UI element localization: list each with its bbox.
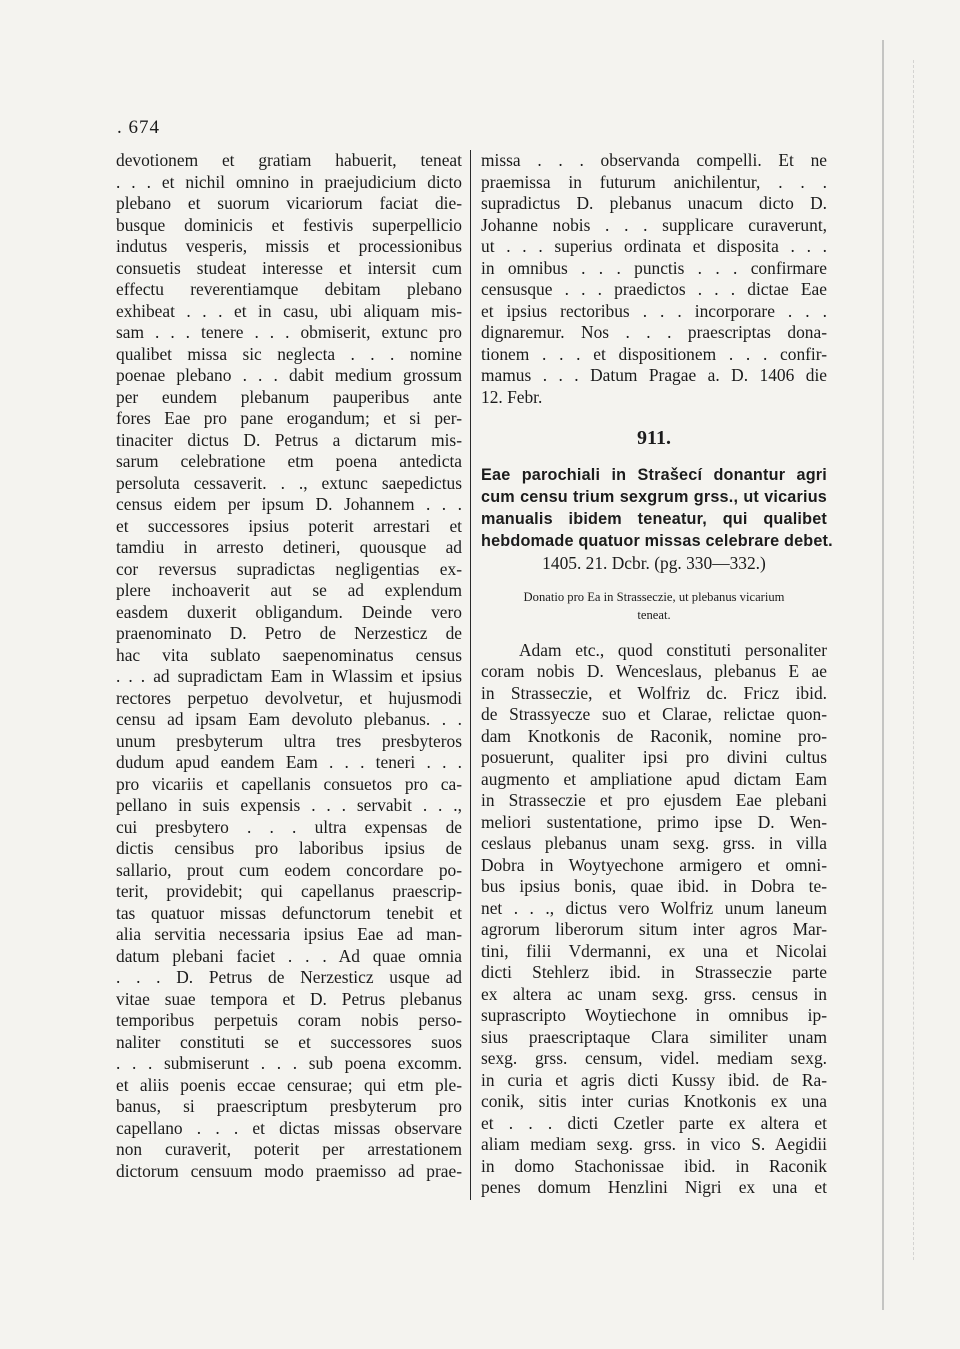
text-line: suprascripto Woytiechone in omnibus ip- — [481, 1005, 827, 1025]
text-line: aliam mediam sexg. grss. in vico S. Aegidii — [481, 1134, 827, 1154]
entry-body — [481, 640, 827, 1199]
text-line: et ipsius rectoribus . . . incorporare . . . — [481, 300, 827, 321]
text-line: hac vita sublato saepenominatus census — [116, 644, 462, 665]
text-line: censusque . . . praedictos . . . dictae Eae — [481, 279, 827, 299]
text-line: naliter constituti se et successores suos — [116, 1031, 462, 1052]
page-number: . 674 — [117, 117, 160, 138]
heading-line: hebdomade quatuor missas celebrare debet. — [481, 531, 833, 550]
column-divider — [470, 150, 471, 1200]
text-line: per eundem plebanum pauperibus ante — [116, 386, 462, 407]
text-line: missa . . . observanda compelli. Et ne — [481, 150, 827, 170]
text-line: busque dominicis et festivis superpellicio — [116, 214, 462, 235]
text-line: sallario, prout cum eodem concordare po- — [116, 859, 462, 880]
text-line: penes domum Henzlini Nigri ex una et — [481, 1177, 827, 1197]
text-line: agrorum liberorum situm inter agros Mar- — [481, 919, 827, 939]
text-line: vitae suae tempora et D. Petrus plebanus — [116, 988, 462, 1009]
text-line: dicti Stehlerz ibid. in Strasseczie parte — [481, 962, 827, 982]
text-line: census eidem per ipsum D. Johannem . . . — [116, 494, 462, 514]
text-line: bus ipsius bonis, quae ibid. in Dobra te- — [481, 876, 827, 896]
text-line: Adam etc., quod constituti personaliter — [519, 639, 827, 660]
text-line: in Strasseczie et pro ejusdem Eae plebani — [481, 790, 827, 810]
text-line: fores Eae pro pane erogandum; et si per- — [116, 408, 462, 428]
text-line: effectu reverentiamque debitam plebano — [116, 279, 462, 299]
text-line: consuetis studeat interesse et intersit cum — [116, 257, 462, 278]
text-line: sexg. grss. censum, videl. mediam sexg. — [481, 1048, 827, 1068]
text-line: dam Knotkonis de Raconik, nomine pro- — [481, 725, 827, 746]
page-edge-shadow — [882, 40, 898, 1310]
entry-date: 1405. 21. Dcbr. (pg. 330—332.) — [542, 552, 766, 573]
text-line: censu ad ipsam Eam devoluto plebanus. . . — [116, 709, 462, 729]
text-line: temporibus perpetuis coram nobis perso- — [116, 1010, 462, 1030]
text-line: . . . ad supradictam Eam in Wlassim et ipsius — [116, 666, 462, 686]
text-line: sam . . . tenere . . . obmiserit, extunc pro — [116, 322, 462, 342]
text-line: . . . et nichil omnino in praejudicium dicto — [116, 171, 462, 192]
text-line: net . . ., dictus vero Wolfriz unum laneum — [481, 897, 827, 918]
text-line: de Strassyecze suo et Clarae, relictae quon- — [481, 704, 827, 724]
text-line: poenae plebano . . . dabit medium grossum — [116, 365, 462, 385]
text-line: dictis censibus pro laboribus ipsius de — [116, 838, 462, 858]
text-line: in domo Stachonissae ibid. in Raconik — [481, 1155, 827, 1176]
text-line: posuerunt, qualiter ipsi pro divini cultus — [481, 747, 827, 767]
page-edge-mark — [913, 60, 920, 1260]
text-line: tinaciter dictus D. Petrus a dictarum mis- — [116, 429, 462, 450]
text-line: augmento et ampliatione apud dictam Eam — [481, 768, 827, 789]
text-line: alia servitia necessaria ipsius Eae ad man- — [116, 924, 462, 944]
text-line: sius praescriptaque Clara similiter unam — [481, 1026, 827, 1047]
text-line: ceslaus plebanus unam sexg. grss. in villa — [481, 833, 827, 853]
text-line: . . . submiserunt . . . sub poena excomm. — [116, 1053, 462, 1073]
text-line: cor reversus supradictas negligentias ex- — [116, 558, 462, 579]
text-line: dudum apud eandem Eam . . . teneri . . . — [116, 752, 462, 772]
text-line: ut . . . superius ordinata et disposita . . . — [481, 236, 827, 256]
text-line: dignaremur. Nos . . . praescriptas dona- — [481, 322, 827, 342]
entry-heading — [481, 464, 833, 552]
text-line: tionem . . . et dispositionem . . . confir- — [481, 343, 827, 364]
text-line: datum plebani faciet . . . Ad quae omnia — [116, 945, 462, 966]
text-line: in curia et agris dicti Kussy ibid. de Ra- — [481, 1069, 827, 1090]
text-line: tini, filii Vdermanni, ex una et Nicolai — [481, 940, 827, 961]
text-line: sarum celebratione etm poena antedicta — [116, 451, 462, 471]
text-line: unum presbyterum ultra tres presbyteros — [116, 730, 462, 751]
text-line: cui presbytero . . . ultra expensas de — [116, 816, 462, 837]
right-column — [481, 150, 833, 1199]
text-line: banus, si praescriptum presbyterum pro — [116, 1096, 462, 1116]
text-line: et successores ipsius poterit arrestari et — [116, 515, 462, 536]
text-line: conik, sitis inter curias Knotkonis ex una — [481, 1091, 827, 1111]
text-line: rectores perpetuo devolvetur, et hujusmodi — [116, 687, 462, 708]
text-line: pro vicariis et capellanis consuetos pro ca- — [116, 773, 462, 794]
text-line: ex altera ac unam sexg. grss. census in — [481, 983, 827, 1004]
text-line: supradictus D. plebanus unacum dicto D. — [481, 193, 827, 213]
text-line: exhibeat . . . et in casu, ubi aliquam mis- — [116, 300, 462, 321]
text-line: devotionem et gratiam habuerit, teneat — [116, 150, 462, 170]
text-line: dictorum censuum modo praemisso ad prae- — [116, 1160, 462, 1181]
text-line: coram nobis D. Wenceslaus, plebanus E ae — [481, 661, 827, 681]
text-line: qualibet missa sic neglecta . . . nomine — [116, 343, 462, 364]
text-line: tamdiu in arresto detineri, quousque ad — [116, 537, 462, 557]
text-line: persoluta cessaverit. . ., extunc saepedictus — [116, 472, 462, 493]
text-line: in Strasseczie, et Wolfriz dc. Fricz ibid. — [481, 682, 827, 703]
text-line: easdem duxerit obligandum. Deinde vero — [116, 601, 462, 622]
text-line: indutus vesperis, missis et processionibus — [116, 236, 462, 256]
text-line: . . . D. Petrus de Nerzesticz usque ad — [116, 967, 462, 987]
text-line: Johanne nobis . . . supplicare curaverunt, — [481, 214, 827, 235]
entry-note — [481, 588, 827, 624]
text-line: et . . . dicti Czetler parte ex altera et — [481, 1112, 827, 1133]
note-line: teneat. — [637, 607, 671, 622]
text-line: praemissa in futurum anichilentur, . . . — [481, 171, 827, 192]
text-line: plere inchoaverit aut se ad explendum — [116, 580, 462, 600]
text-line: meliori sustentatione, primo ipse D. Wen- — [481, 811, 827, 832]
heading-line: manualis ibidem teneatur, qui qualibet — [481, 509, 827, 528]
text-line: capellano . . . et dictas missas observare — [116, 1117, 462, 1138]
text-line: Dobra in Woytyechone armigero et omni- — [481, 854, 827, 875]
heading-line: Eae parochiali in Strašecí donantur agri — [481, 465, 827, 484]
text-line: terit, providebit; qui capellanus praescrip- — [116, 881, 462, 901]
text-line: praenominato D. Petro de Nerzesticz de — [116, 623, 462, 643]
note-line: Donatio pro Ea in Strasseczie, ut plebanus vicarium — [523, 589, 785, 604]
text-line: tas quatuor missas defunctorum tenebit et — [116, 902, 462, 923]
text-line: et aliis poenis eccae censurae; qui etm ple- — [116, 1074, 462, 1095]
text-line: non curaverit, poterit per arrestationem — [116, 1139, 462, 1159]
text-line: in omnibus . . . punctis . . . confirmare — [481, 257, 827, 278]
text-line: plebano et suorum vicariorum faciat die- — [116, 193, 462, 213]
text-line: mamus . . . Datum Pragae a. D. 1406 die — [481, 365, 827, 385]
text-line: 12. Febr. — [481, 386, 543, 407]
left-column — [116, 150, 462, 1182]
right-column-continuation — [481, 150, 827, 408]
entry-number: 911. — [637, 427, 671, 449]
text-line: pellano in suis expensis . . . servabit . . ., — [116, 795, 462, 815]
heading-line: cum censu trium sexgrum grss., ut vicarius — [481, 487, 827, 506]
